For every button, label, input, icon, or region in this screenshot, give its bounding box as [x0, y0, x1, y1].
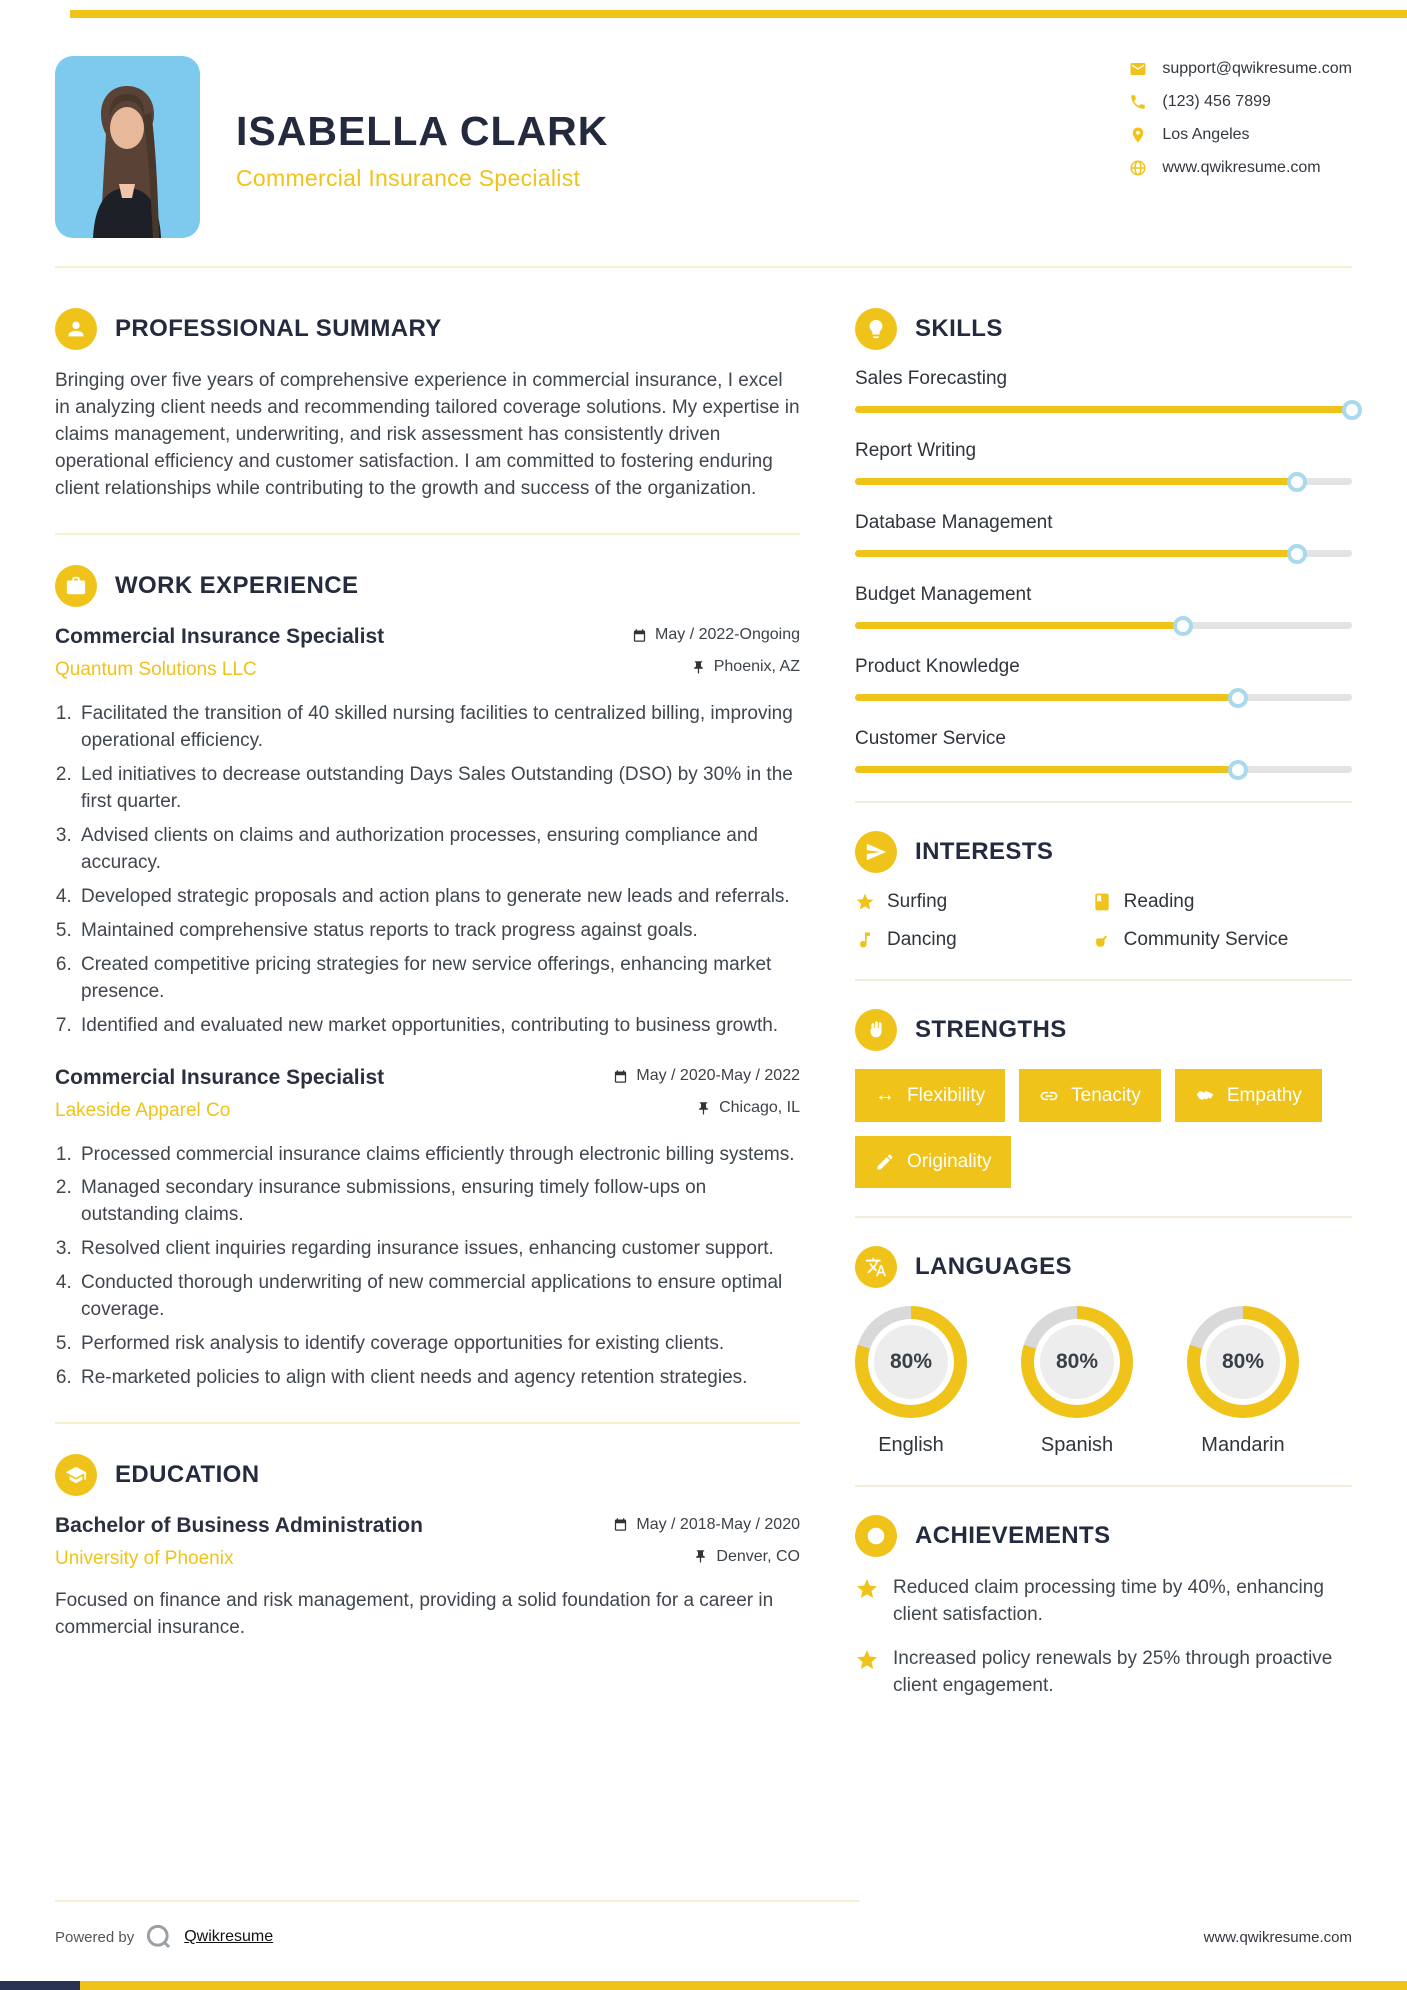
double-arrow-icon: ↔: [875, 1084, 895, 1106]
powered-by-label: Powered by: [55, 1928, 135, 1946]
interest-item: Reading: [1092, 891, 1352, 913]
skill-slider: [855, 766, 1352, 773]
achievements-heading: ACHIEVEMENTS: [915, 1522, 1111, 1549]
slider-knob: [1228, 760, 1248, 780]
skill-item: [855, 440, 1352, 485]
degree-title: Bachelor of Business Administration: [55, 1514, 423, 1538]
languages-section-header: [855, 1246, 1352, 1288]
bullet: 1. Facilitated the transition of 40 skilled nursing facilities to centralized billing, improving operational efficiency.: [77, 701, 800, 755]
strengths-heading: STRENGTHS: [915, 1016, 1067, 1043]
interest-item: Dancing: [855, 929, 1092, 951]
skill-label: Customer Service: [855, 728, 1006, 749]
strength-chip: Originality: [855, 1136, 1011, 1188]
slider-knob: [1287, 472, 1307, 492]
strength-chip: ↔ Flexibility: [855, 1069, 1005, 1122]
bullet: 7. Identified and evaluated new market opportunities, contributing to business growth.: [77, 1013, 800, 1040]
skill-label: Budget Management: [855, 584, 1032, 605]
language-donut: [855, 1306, 967, 1418]
pin-icon: [691, 660, 706, 675]
contact-phone[interactable]: [1129, 93, 1352, 111]
bullet: 6. Created competitive pricing strategies for new service offerings, enhancing market presence.: [77, 952, 800, 1006]
education-description: Focused on finance and risk management, providing a solid foundation for a career in commercial insurance.: [55, 1590, 774, 1639]
strengths-section-header: [855, 1009, 1352, 1051]
bullet: 1. Processed commercial insurance claims efficiently through electronic billing systems.: [77, 1142, 800, 1169]
strength-chip: Tenacity: [1019, 1069, 1161, 1122]
fist-icon: [855, 1009, 897, 1051]
bottom-accent-strip: [0, 1981, 1407, 1990]
interests-grid: [855, 891, 1352, 951]
pin-icon: [693, 1549, 708, 1564]
profile-photo: [55, 56, 200, 238]
bullet: 2. Managed secondary insurance submissions, ensuring timely follow-ups on outstanding claims.: [77, 1175, 800, 1229]
interests-heading: INTERESTS: [915, 838, 1054, 865]
section-divider: [855, 979, 1352, 981]
contact-website[interactable]: [1129, 159, 1352, 177]
star-icon: [855, 892, 875, 912]
pencil-icon: [875, 1152, 895, 1172]
paper-plane-icon: [855, 831, 897, 873]
job-bullets: [77, 1142, 800, 1393]
skill-slider: [855, 622, 1352, 629]
company-name: Lakeside Apparel Co: [55, 1099, 231, 1121]
achievement-item: Reduced claim processing time by 40%, enhancing client satisfaction.: [855, 1575, 1352, 1628]
slider-knob: [1342, 400, 1362, 420]
qwikresume-link[interactable]: Qwikresume: [184, 1928, 274, 1945]
bullet: 5. Performed risk analysis to identify coverage opportunities for existing clients.: [77, 1331, 800, 1358]
interests-section-header: [855, 831, 1352, 873]
bullet: 3. Resolved client inquiries regarding insurance issues, enhancing customer support.: [77, 1236, 800, 1263]
header: [55, 0, 1352, 238]
bullet: 4. Conducted thorough underwriting of new commercial applications to ensure optimal coverage.: [77, 1270, 800, 1324]
section-divider: [855, 1216, 1352, 1218]
experience-heading: WORK EXPERIENCE: [115, 571, 359, 599]
hand-icon: [1092, 930, 1112, 950]
bullet: 5. Maintained comprehensive status reports to track progress against goals.: [77, 918, 800, 945]
language-percent: 80%: [874, 1325, 948, 1399]
skill-item: [855, 584, 1352, 629]
calendar-icon: [613, 1517, 628, 1532]
education-dates: May / 2018-May / 2020: [613, 1516, 800, 1534]
achievement-item: Increased policy renewals by 25% through proactive client engagement.: [855, 1646, 1352, 1699]
section-divider: [855, 801, 1352, 803]
skill-slider: [855, 478, 1352, 485]
chain-link-icon: [1039, 1086, 1059, 1106]
skill-label: Report Writing: [855, 440, 977, 461]
email-icon: [1129, 60, 1147, 78]
book-icon: [1092, 892, 1112, 912]
candidate-title: Commercial Insurance Specialist: [236, 165, 581, 191]
right-column: [855, 308, 1352, 1717]
education-location: Denver, CO: [693, 1548, 800, 1566]
job-dates: May / 2022-Ongoing: [632, 626, 800, 644]
school-name: University of Phoenix: [55, 1548, 234, 1570]
skill-item: [855, 728, 1352, 773]
bullet: 6. Re-marketed policies to align with client needs and agency retention strategies.: [77, 1365, 800, 1392]
contact-location[interactable]: [1129, 126, 1352, 144]
contact-phone-text: (123) 456 7899: [1162, 93, 1271, 110]
skill-slider: [855, 406, 1352, 413]
bullet: 4. Developed strategic proposals and action plans to generate new leads and referrals.: [77, 884, 800, 911]
footer-divider: [55, 1900, 860, 1902]
achievements-section-header: [855, 1515, 1352, 1557]
language-item: [1021, 1306, 1133, 1457]
skills-heading: SKILLS: [915, 315, 1003, 342]
skill-item: [855, 368, 1352, 413]
section-divider: [855, 1485, 1352, 1487]
language-donut: [1187, 1306, 1299, 1418]
strength-chip: Empathy: [1175, 1069, 1322, 1122]
contact-email[interactable]: [1129, 60, 1352, 78]
badge-icon: [855, 1515, 897, 1557]
profile-photo-illustration: [55, 56, 200, 238]
skill-slider: [855, 550, 1352, 557]
languages-heading: LANGUAGES: [915, 1253, 1072, 1280]
calendar-icon: [632, 628, 647, 643]
graduation-cap-icon: [55, 1454, 97, 1496]
star-badge-icon: [855, 1577, 879, 1601]
location-pin-icon: [1129, 126, 1147, 144]
job-location: Phoenix, AZ: [691, 658, 800, 676]
handshake-icon: [1195, 1086, 1215, 1106]
calendar-icon: [613, 1069, 628, 1084]
education-heading: EDUCATION: [115, 1461, 260, 1489]
candidate-name: ISABELLA CLARK: [236, 108, 609, 154]
bullet: 2. Led initiatives to decrease outstanding Days Sales Outstanding (DSO) by 30% in the first quarter.: [77, 762, 800, 816]
slider-knob: [1228, 688, 1248, 708]
phone-icon: [1129, 93, 1147, 111]
powered-by: [55, 1922, 273, 1952]
education-section-header: [55, 1454, 800, 1496]
language-label: Mandarin: [1201, 1434, 1285, 1456]
job-dates: May / 2020-May / 2022: [613, 1067, 800, 1085]
company-name: Quantum Solutions LLC: [55, 658, 257, 680]
section-divider: [55, 533, 800, 535]
translate-icon: [855, 1246, 897, 1288]
skill-label: Database Management: [855, 512, 1053, 533]
contact-website-text: www.qwikresume.com: [1162, 159, 1321, 176]
footer: [55, 1922, 1352, 1952]
star-badge-icon: [855, 1648, 879, 1672]
experience-section-header: [55, 565, 800, 607]
skill-item: [855, 512, 1352, 557]
qwikresume-logo-icon[interactable]: [144, 1922, 174, 1952]
interest-item: Community Service: [1092, 929, 1352, 951]
work-experience-icon: [55, 565, 97, 607]
slider-knob: [1287, 544, 1307, 564]
job-bullets: [77, 701, 800, 1040]
summary-section-header: [55, 308, 800, 350]
globe-icon: [1129, 159, 1147, 177]
skill-item: [855, 656, 1352, 701]
job-entry: [55, 625, 800, 1040]
language-percent: 80%: [1206, 1325, 1280, 1399]
lightbulb-icon: [855, 308, 897, 350]
header-divider: [55, 266, 1352, 268]
contact-list: [1129, 60, 1352, 177]
language-donut: [1021, 1306, 1133, 1418]
summary-heading: PROFESSIONAL SUMMARY: [115, 315, 442, 342]
education-entry: [55, 1514, 800, 1642]
footer-site-url[interactable]: www.qwikresume.com: [1203, 1928, 1352, 1946]
language-label: English: [878, 1434, 944, 1456]
language-item: [1187, 1306, 1299, 1457]
bullet: 3. Advised clients on claims and authorization processes, ensuring compliance and accuracy.: [77, 823, 800, 877]
strength-chips: [855, 1069, 1352, 1188]
music-note-icon: [855, 930, 875, 950]
job-location: Chicago, IL: [696, 1099, 800, 1117]
section-divider: [55, 1422, 800, 1424]
contact-location-text: Los Angeles: [1162, 126, 1250, 143]
interest-item: Surfing: [855, 891, 1092, 913]
skills-section-header: [855, 308, 1352, 350]
slider-knob: [1173, 616, 1193, 636]
left-column: [55, 308, 800, 1717]
person-icon: [55, 308, 97, 350]
skill-label: Product Knowledge: [855, 656, 1020, 677]
language-label: Spanish: [1040, 1434, 1114, 1456]
skill-label: Sales Forecasting: [855, 368, 1008, 389]
job-title: Commercial Insurance Specialist: [55, 624, 385, 648]
job-title: Commercial Insurance Specialist: [55, 1065, 385, 1089]
language-percent: 80%: [1040, 1325, 1114, 1399]
pin-icon: [696, 1101, 711, 1116]
language-item: [855, 1306, 967, 1457]
languages-list: [855, 1306, 1352, 1457]
name-block: [236, 56, 608, 192]
skill-slider: [855, 694, 1352, 701]
job-entry: [55, 1066, 800, 1393]
contact-email-text: support@qwikresume.com: [1162, 60, 1352, 77]
summary-text: Bringing over five years of comprehensive experience in commercial insurance, I excel in analyzing client needs and recommending tailored coverage solutions. My expertise in claims management, underwriting, and risk assessment has consistently driven operational efficiency and customer satisfaction. I am committed to fostering enduring client relationships while contributing to the growth and success of the organization.: [55, 370, 800, 499]
